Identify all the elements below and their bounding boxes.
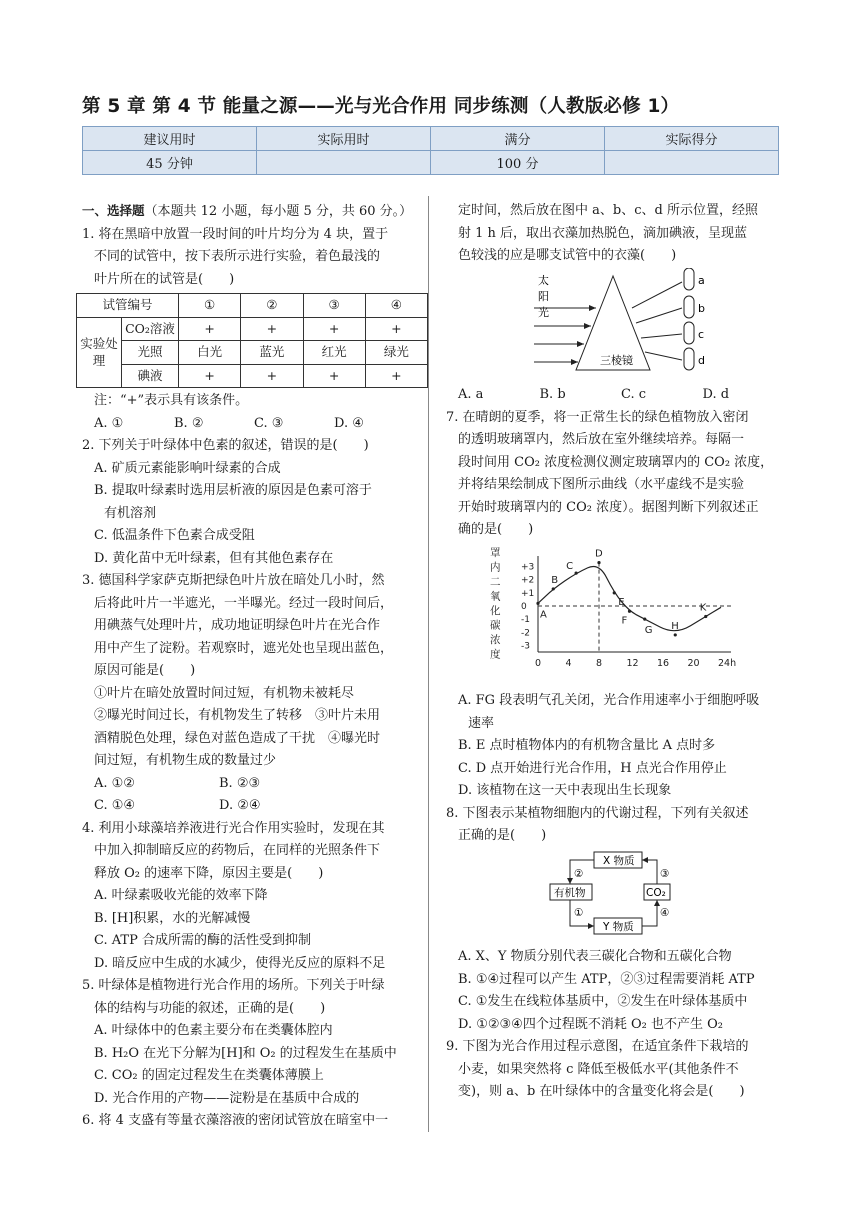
tube-label-a: a (698, 273, 705, 287)
q2-stem: 2. 下列关于叶绿体中色素的叙述，错误的是( ) (82, 438, 369, 453)
option-b[interactable]: B. H₂O 在光下分解为[H]和 O₂ 的过程发生在基质中 (94, 1045, 397, 1061)
option-a-cont: 速率 (468, 715, 495, 731)
data-point (674, 633, 677, 636)
option-c[interactable]: C. c (621, 387, 647, 402)
q3-item: 酒精脱色处理，绿色对蓝色造成了干扰 ④曝光时 (94, 730, 381, 746)
y-tick-label: -3 (521, 640, 530, 651)
y-axis-label-char: 碳 (490, 619, 501, 631)
exp-cell: + (365, 317, 427, 341)
y-axis-label-char: 度 (490, 648, 501, 660)
tube-label-b: b (698, 301, 705, 315)
option-d[interactable]: D. d (702, 387, 730, 402)
exp-header: ③ (303, 294, 365, 318)
y-axis-label-char: 氧 (490, 590, 501, 602)
option-b[interactable]: B. ②③ (219, 775, 261, 791)
exp-cell: + (365, 364, 427, 388)
svg-text:光: 光 (538, 305, 549, 319)
option-d[interactable]: D. 光合作用的产物——淀粉是在基质中合成的 (94, 1090, 360, 1106)
section-heading (82, 200, 422, 224)
question-7 (446, 407, 784, 803)
option-a[interactable]: A. 叶绿体中的色素主要分布在类囊体腔内 (94, 1023, 333, 1038)
option-a[interactable]: A. a (458, 387, 484, 402)
q9-line: 小麦，如果突然将 c 降低至极低水平(其他条件不 (458, 1061, 739, 1077)
q1-experiment-table (76, 293, 428, 388)
tube-label-c: c (698, 327, 705, 341)
point-label-d: D (595, 548, 603, 560)
x-tick-label: 12 (626, 657, 639, 669)
q4-line: 4. 利用小球藻培养液进行光合作用实验时，发现在其 (82, 820, 385, 836)
x-tick-label: 20 (687, 657, 700, 669)
q6-line: 射 1 h 后，取出衣藻加热脱色，滴加碘液，呈现蓝 (458, 225, 748, 241)
q1-note: 注：“+”表示具有该条件。 (94, 393, 249, 408)
q3-line: 3. 德国科学家萨克斯把绿色叶片放在暗处几小时，然 (82, 573, 385, 588)
question-8 (446, 803, 784, 1037)
exp-cell: 红光 (303, 341, 365, 365)
q3-item: ②曝光时间过长，有机物发生了转移 ③叶片未用 (94, 708, 381, 723)
q1-line: 不同的试管中，按下表所示进行实验，着色最浅的 (94, 249, 381, 264)
q9-line: 9. 下图为光合作用过程示意图，在适宜条件下栽培的 (446, 1039, 749, 1054)
step-3-label: ③ (660, 867, 670, 880)
y-substance-label: Y 物质 (603, 920, 634, 933)
exp-row-label: 碘液 (122, 364, 179, 388)
data-point (704, 614, 707, 617)
q3-options-row2 (82, 795, 422, 818)
data-point (536, 601, 539, 604)
test-tube-a (684, 268, 694, 290)
option-c[interactable]: C. ③ (254, 415, 284, 431)
light-ray (632, 282, 682, 308)
light-ray (641, 334, 682, 338)
exp-header: 试管编号 (77, 294, 179, 318)
x-tick-label: 8 (596, 657, 603, 669)
sun-label: 太 (538, 273, 549, 287)
co2-label: CO₂ (646, 886, 666, 899)
option-a[interactable]: A. ①② (94, 775, 135, 791)
option-c[interactable]: C. ①发生在线粒体基质中，②发生在叶绿体基质中 (458, 994, 748, 1009)
q8-line: 正确的是( ) (458, 828, 547, 843)
q7-line: 7. 在晴朗的夏季，将一正常生长的绿色植物放入密闭 (446, 409, 749, 425)
y-axis-label-char: 罩 (490, 546, 501, 559)
value-actual-time[interactable] (257, 151, 431, 175)
q1-options (82, 413, 422, 436)
header-actual-score: 实际得分 (605, 127, 779, 151)
section-label: 一、选择题 (82, 203, 145, 218)
x-tick-label: 16 (657, 657, 670, 669)
header-actual-time: 实际用时 (257, 127, 431, 151)
header-full-score: 满分 (431, 127, 605, 151)
exp-cell: + (179, 317, 241, 341)
question-4 (82, 818, 422, 976)
option-a[interactable]: A. 叶绿素吸收光能的效率下降 (94, 888, 268, 903)
prism-figure (446, 268, 784, 376)
y-tick-label: +3 (521, 562, 535, 573)
option-b[interactable]: B. ② (174, 415, 204, 431)
y-tick-label: -2 (521, 627, 530, 638)
q7-line: 确的是( ) (458, 522, 534, 537)
option-b[interactable]: B. b (539, 387, 566, 402)
data-point (597, 561, 600, 564)
exp-cell: 绿光 (365, 341, 427, 365)
exp-row-label: 光照 (122, 341, 179, 365)
option-d[interactable]: D. ①②③④四个过程既不消耗 O₂ 也不产生 O₂ (458, 1016, 723, 1032)
question-1 (82, 224, 422, 436)
value-full-score: 100 分 (431, 151, 605, 175)
y-axis-label-char: 二 (490, 575, 501, 588)
time-score-table (82, 126, 779, 175)
option-c[interactable]: C. ①④ (94, 798, 136, 813)
option-d[interactable]: D. 暗反应中生成的水减少，使得光反应的原料不足 (94, 955, 386, 971)
value-actual-score[interactable] (605, 151, 779, 175)
option-c[interactable]: C. CO₂ 的固定过程发生在类囊体薄膜上 (94, 1068, 324, 1083)
exp-cell: + (303, 317, 365, 341)
data-point (552, 587, 555, 590)
exp-cell: + (179, 364, 241, 388)
option-a[interactable]: A. X、Y 物质分别代表三碳化合物和五碳化合物 (458, 949, 732, 964)
q3-item: 间过短，有机物生成的数量过少 (94, 753, 277, 768)
q4-line: 中加入抑制暗反应的药物后，在同样的光照条件下 (94, 843, 381, 858)
option-c[interactable]: C. D 点开始进行光合作用，H 点光合作用停止 (458, 760, 727, 776)
point-label-g: G (644, 624, 653, 636)
data-point (643, 617, 646, 620)
x-tick-label: 4 (565, 657, 572, 669)
option-d[interactable]: D. 黄化苗中无叶绿素，但有其他色素存在 (94, 550, 334, 566)
test-tube-c (684, 322, 694, 344)
x-substance-label: X 物质 (603, 854, 635, 867)
section-note: （本题共 12 小题，每小题 5 分，共 60 分。） (144, 204, 413, 219)
option-a[interactable]: A. FG 段表明气孔关闭，光合作用速率小于细胞呼吸 (458, 693, 760, 708)
exp-header: ① (179, 294, 241, 318)
data-point (628, 609, 631, 612)
option-c[interactable]: C. ATP 合成所需的酶的活性受到抑制 (94, 933, 311, 948)
light-ray (636, 308, 682, 323)
y-axis-label-char: 化 (490, 604, 501, 617)
page-title: 第 5 章 第 4 节 能量之源——光与光合作用 同步练测（人教版必修 1） (82, 96, 680, 117)
option-a[interactable]: A. 矿质元素能影响叶绿素的合成 (94, 460, 281, 476)
y-tick-label: -1 (521, 614, 530, 625)
y-tick-label: 0 (521, 601, 527, 612)
exp-cell: 白光 (179, 341, 241, 365)
column-divider (428, 196, 429, 1132)
exp-cell: + (241, 317, 303, 341)
point-label-k: K (699, 602, 707, 614)
organic-label: 有机物 (554, 886, 586, 899)
point-label-h: H (671, 620, 679, 632)
option-b[interactable]: B. [H]积累，水的光解减慢 (94, 910, 251, 926)
q6-line: 色较浅的应是哪支试管中的衣藻( ) (458, 248, 677, 263)
q3-options-row1 (82, 773, 422, 796)
step-4-label: ④ (660, 906, 670, 919)
q1-line: 叶片所在的试管是( ) (94, 271, 235, 287)
point-label-b: B (551, 574, 559, 586)
question-2 (82, 435, 422, 570)
x-tick-label: 24h (718, 657, 737, 669)
q3-line: 后将此叶片一半遮光，一半曝光。经过一段时间后， (94, 595, 394, 611)
q5-line: 体的结构与功能的叙述，正确的是( ) (94, 1000, 326, 1016)
q6-options (446, 384, 784, 407)
question-9 (446, 1036, 784, 1104)
data-point (575, 571, 578, 574)
prism-label: 三棱镜 (600, 353, 633, 367)
option-b[interactable]: B. 提取叶绿素时选用层析液的原因是色素可溶于 (94, 483, 372, 498)
svg-text:阳: 阳 (538, 289, 549, 303)
right-column (446, 200, 784, 1104)
option-b-cont: 有机溶剂 (104, 505, 157, 521)
q6-line: 定时间，然后放在图中 a、b、c、d 所示位置，经照 (458, 203, 758, 218)
exp-cell: 蓝光 (241, 341, 303, 365)
question-5 (82, 975, 422, 1110)
question-6 (446, 200, 784, 407)
y-axis-label-char: 浓 (490, 633, 501, 646)
option-b[interactable]: B. ①④过程可以产生 ATP，②③过程需要消耗 ATP (458, 971, 755, 987)
exp-header: ② (241, 294, 303, 318)
q1-line: 1. 将在黑暗中放置一段时间的叶片均分为 4 块，置于 (82, 226, 389, 242)
q7-line: 并将结果绘制成下图所示曲线（水平虚线不是实验 (458, 477, 745, 492)
exp-group-label: 实验处理 (77, 317, 122, 388)
option-a[interactable]: A. ① (94, 415, 124, 431)
y-tick-label: +2 (521, 575, 535, 586)
q3-line: 用中产生了淀粉。若观察时，遮光处也呈现出蓝色， (94, 640, 394, 656)
left-column (82, 200, 422, 1133)
q3-item: ①叶片在暗处放置时间过短，有机物未被耗尽 (94, 685, 355, 701)
exp-cell: + (303, 364, 365, 388)
q4-line: 释放 O₂ 的速率下降，原因主要是( ) (94, 865, 324, 881)
co2-curve (538, 566, 721, 630)
x-tick-label: 0 (535, 657, 542, 669)
q7-line: 开始时玻璃罩内的 CO₂ 浓度）。据图判断下列叙述正 (458, 499, 759, 515)
q5-line: 5. 叶绿体是植物进行光合作用的场所。下列关于叶绿 (82, 978, 385, 993)
metabolism-cycle-diagram (446, 848, 784, 938)
q7-line: 的透明玻璃罩内，然后放在室外继续培养。每隔一 (458, 432, 745, 447)
exp-row-label: CO₂溶液 (122, 317, 179, 341)
data-point (613, 591, 616, 594)
option-d[interactable]: D. 该植物在这一天中表现出生长现象 (458, 783, 672, 798)
point-label-a: A (540, 608, 547, 620)
step-1-label: ① (574, 906, 584, 919)
header-suggested-time: 建议用时 (83, 127, 257, 151)
q8-line: 8. 下图表示某植物细胞内的代谢过程，下列有关叙述 (446, 805, 749, 821)
test-tube-b (684, 296, 694, 318)
point-label-c: C (566, 560, 574, 572)
option-d[interactable]: D. ②④ (219, 798, 261, 813)
q9-line: 变)，则 a、b 在叶绿体中的含量变化将会是( ) (458, 1084, 745, 1099)
q7-line: 段时间用 CO₂ 浓度检测仪测定玻璃罩内的 CO₂ 浓度， (458, 454, 774, 470)
q6-line: 6. 将 4 支盛有等量衣藻溶液的密闭试管放在暗室中一 (82, 1113, 389, 1128)
point-label-f: F (621, 614, 628, 626)
test-tube-d (684, 348, 694, 370)
light-ray (645, 352, 682, 360)
y-axis-label-char: 内 (490, 561, 501, 573)
exp-cell: + (241, 364, 303, 388)
q3-line: 原因可能是( ) (94, 663, 196, 678)
question-3 (82, 570, 422, 818)
option-d[interactable]: D. ④ (334, 415, 364, 431)
co2-concentration-chart (446, 542, 784, 682)
value-suggested-time: 45 分钟 (83, 151, 257, 175)
option-b[interactable]: B. E 点时植物体内的有机物含量比 A 点时多 (458, 738, 716, 753)
point-label-e: E (618, 596, 625, 608)
exp-header: ④ (365, 294, 427, 318)
y-tick-label: +1 (521, 588, 535, 599)
q3-line: 用碘蒸气处理叶片，成功地证明绿色叶片在光合作 (94, 618, 381, 633)
tube-label-d: d (698, 353, 705, 367)
step-2-label: ② (574, 867, 584, 880)
option-c[interactable]: C. 低温条件下色素合成受阻 (94, 528, 255, 543)
